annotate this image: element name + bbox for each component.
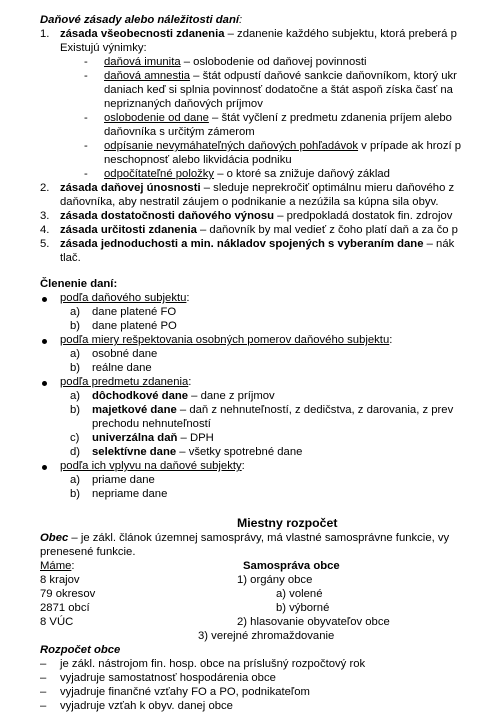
principle-continuation: tlač.	[60, 252, 81, 264]
exception-continuation: daňovníka s určitým zámerom	[104, 126, 255, 138]
mame-colon: :	[71, 560, 75, 572]
exception-exemption	[104, 112, 452, 125]
principle-label: zásada daňovej únosnosti	[60, 182, 201, 194]
sub-item-term: majetkové dane	[92, 404, 177, 416]
samosprava-title: Samospráva obce	[243, 560, 340, 572]
sub-item	[92, 432, 214, 445]
principle-label: zásada všeobecnosti zdanenia	[60, 28, 225, 40]
group-label: podľa predmetu zdanenia	[60, 376, 189, 388]
group-by-object	[60, 376, 191, 389]
exception-term: daňová amnestia	[104, 70, 191, 82]
sub-item: dane platené PO	[92, 320, 177, 332]
mame-item: 8 VÚC	[40, 616, 74, 628]
sub-item-text: – dane z príjmov	[188, 390, 275, 402]
sub-marker: a)	[70, 306, 81, 318]
group-colon: :	[389, 334, 393, 346]
sub-item-term: univerzálna daň	[92, 432, 178, 444]
sub-item: osobné dane	[92, 348, 158, 360]
exception-writeoff	[104, 140, 461, 153]
bullet-icon	[42, 465, 47, 470]
sub-item-term: dôchodkové dane	[92, 390, 189, 402]
exception-term: odpísanie nevymáhateľných daňových pohľadávok	[104, 140, 359, 152]
dash-marker: -	[84, 56, 88, 68]
principle-label: zásada určitosti zdanenia	[60, 224, 197, 236]
sub-marker: a)	[70, 474, 81, 486]
exception-term: odpočítateľné položky	[104, 168, 215, 180]
budget-item: vyjadruje vzťah k obyv. danej obce	[60, 700, 233, 712]
section1-title-text: Daňové zásady alebo náležitosti daní	[40, 14, 240, 26]
principle-label: zásada dostatočnosti daňového výnosu	[60, 210, 275, 222]
sub-marker: b)	[70, 404, 81, 416]
list-number: 1.	[40, 28, 50, 40]
exception-term: oslobodenie od dane	[104, 112, 209, 124]
exception-continuation: neschopnosť alebo likvidácia podniku	[104, 154, 292, 166]
principle-4-text	[60, 224, 458, 237]
exception-description: – štát odpustí daňové sankcie daňovníkom, ktorý ukr	[190, 70, 457, 82]
principle-description: – daňovník by mal vedieť z čoho platí daň a za čo p	[196, 224, 458, 236]
principle-description: – zdanenie každého subjektu, ktorá preberá p	[224, 28, 457, 40]
dash-marker: –	[40, 672, 47, 684]
budget-item: vyjadruje finančné vzťahy FO a PO, podnikateľom	[60, 686, 310, 698]
principle-description: – nák	[423, 238, 455, 250]
bullet-icon	[42, 297, 47, 302]
list-number: 3.	[40, 210, 50, 222]
dash-marker: –	[40, 686, 47, 698]
samosprava-item: 1) orgány obce	[237, 574, 313, 586]
group-label: podľa miery rešpektovania osobných pomerov daňového subjektu	[60, 334, 390, 346]
sub-item: nepriame dane	[92, 488, 168, 500]
sub-item	[92, 390, 275, 403]
group-colon: :	[241, 460, 245, 472]
dash-marker: -	[84, 168, 88, 180]
samosprava-item: 3) verejné zhromaždovanie	[198, 630, 335, 642]
group-by-impact	[60, 460, 245, 473]
principle-2-text	[60, 182, 454, 195]
section1-title-colon: :	[239, 14, 243, 26]
dash-marker: -	[84, 140, 88, 152]
sub-item-continuation: prechodu nehnuteľností	[92, 418, 211, 430]
dash-marker: –	[40, 658, 47, 670]
sub-item-text: – daň z nehnuteľností, z dedičstva, z darovania, z prev	[176, 404, 454, 416]
sub-marker: b)	[70, 320, 81, 332]
sub-item-text: – všetky spotrebné dane	[176, 446, 303, 458]
group-colon: :	[188, 376, 192, 388]
exception-term: daňová imunita	[104, 56, 181, 68]
mame-item: 2871 obcí	[40, 602, 90, 614]
budget-item: vyjadruje samostatnosť hospodárenia obce	[60, 672, 276, 684]
group-by-subject	[60, 292, 190, 305]
sub-item-text: – DPH	[177, 432, 214, 444]
sub-item: reálne dane	[92, 362, 152, 374]
obec-continuation: prenesené funkcie.	[40, 546, 136, 558]
sub-item	[92, 404, 453, 417]
mame-item: 79 okresov	[40, 588, 96, 600]
list-number: 5.	[40, 238, 50, 250]
exception-amnesty	[104, 70, 457, 83]
mame-item: 8 krajov	[40, 574, 80, 586]
group-colon: :	[186, 292, 190, 304]
obec-text: – je zákl. článok územnej samosprávy, má vlastné samosprávne funkcie, vy	[68, 532, 450, 544]
sub-marker: c)	[70, 432, 80, 444]
dash-marker: -	[84, 112, 88, 124]
principle-label: zásada jednoduchosti a min. nákladov spojených s vyberaním dane	[60, 238, 424, 250]
list-number: 4.	[40, 224, 50, 236]
budget-item: je zákl. nástrojom fin. hosp. obce na príslušný rozpočtový rok	[60, 658, 366, 670]
list-number: 2.	[40, 182, 50, 194]
principle-description: – sleduje neprekročiť optimálnu mieru daňového z	[200, 182, 455, 194]
bullet-icon	[42, 381, 47, 386]
exception-description: v prípade ak hrozí p	[358, 140, 462, 152]
sub-item: dane platené FO	[92, 306, 177, 318]
mame-label: Máme	[40, 560, 72, 572]
sub-marker: d)	[70, 446, 81, 458]
samosprava-item: b) výborné	[276, 602, 330, 614]
sub-marker: b)	[70, 362, 81, 374]
exception-description: – štát vyčlení z predmetu zdanenia príjem alebo	[208, 112, 452, 124]
section2-title: Členenie daní:	[40, 278, 118, 290]
mame-heading	[40, 560, 75, 573]
sub-item	[92, 446, 302, 459]
principle-continuation: daňovníka, aby nestratil záujem o podnikanie a nezúžila sa kúpna sila obyv.	[60, 196, 439, 208]
principle-description: – predpokladá dostatok fin. zdrojov	[274, 210, 453, 222]
section1-title	[40, 14, 242, 27]
principle-5-text	[60, 238, 454, 251]
sub-marker: a)	[70, 390, 81, 402]
sub-marker: b)	[70, 488, 81, 500]
principle-1-exceptions-intro: Existujú výnimky:	[60, 42, 147, 54]
exception-description: – o ktoré sa znižuje daňový základ	[214, 168, 390, 180]
group-label: podľa daňového subjektu	[60, 292, 187, 304]
dash-marker: –	[40, 700, 47, 712]
samosprava-item: 2) hlasovanie obyvateľov obce	[237, 616, 390, 628]
principle-3-text	[60, 210, 452, 223]
exception-immunity	[104, 56, 367, 69]
dash-marker: -	[84, 70, 88, 82]
bullet-icon	[42, 339, 47, 344]
obec-term: Obec	[40, 532, 69, 544]
sub-marker: a)	[70, 348, 81, 360]
sub-item-term: selektívne dane	[92, 446, 177, 458]
sub-item: priame dane	[92, 474, 155, 486]
group-by-personal	[60, 334, 392, 347]
samosprava-item: a) volené	[276, 588, 323, 600]
exception-deductibles	[104, 168, 390, 181]
exception-continuation: nepriznaných daňových príjmov	[104, 98, 263, 110]
obec-definition	[40, 532, 449, 545]
section3-title: Miestny rozpočet	[237, 516, 338, 530]
group-label: podľa ich vplyvu na daňové subjekty	[60, 460, 242, 472]
principle-1-text	[60, 28, 457, 41]
exception-continuation: daniach keď si splnia povinnosť dodatočne a štát aspoň získa časť na	[104, 84, 453, 96]
section4-title: Rozpočet obce	[40, 644, 121, 656]
exception-description: – oslobodenie od daňovej povinnosti	[180, 56, 367, 68]
principle-1	[40, 28, 49, 41]
